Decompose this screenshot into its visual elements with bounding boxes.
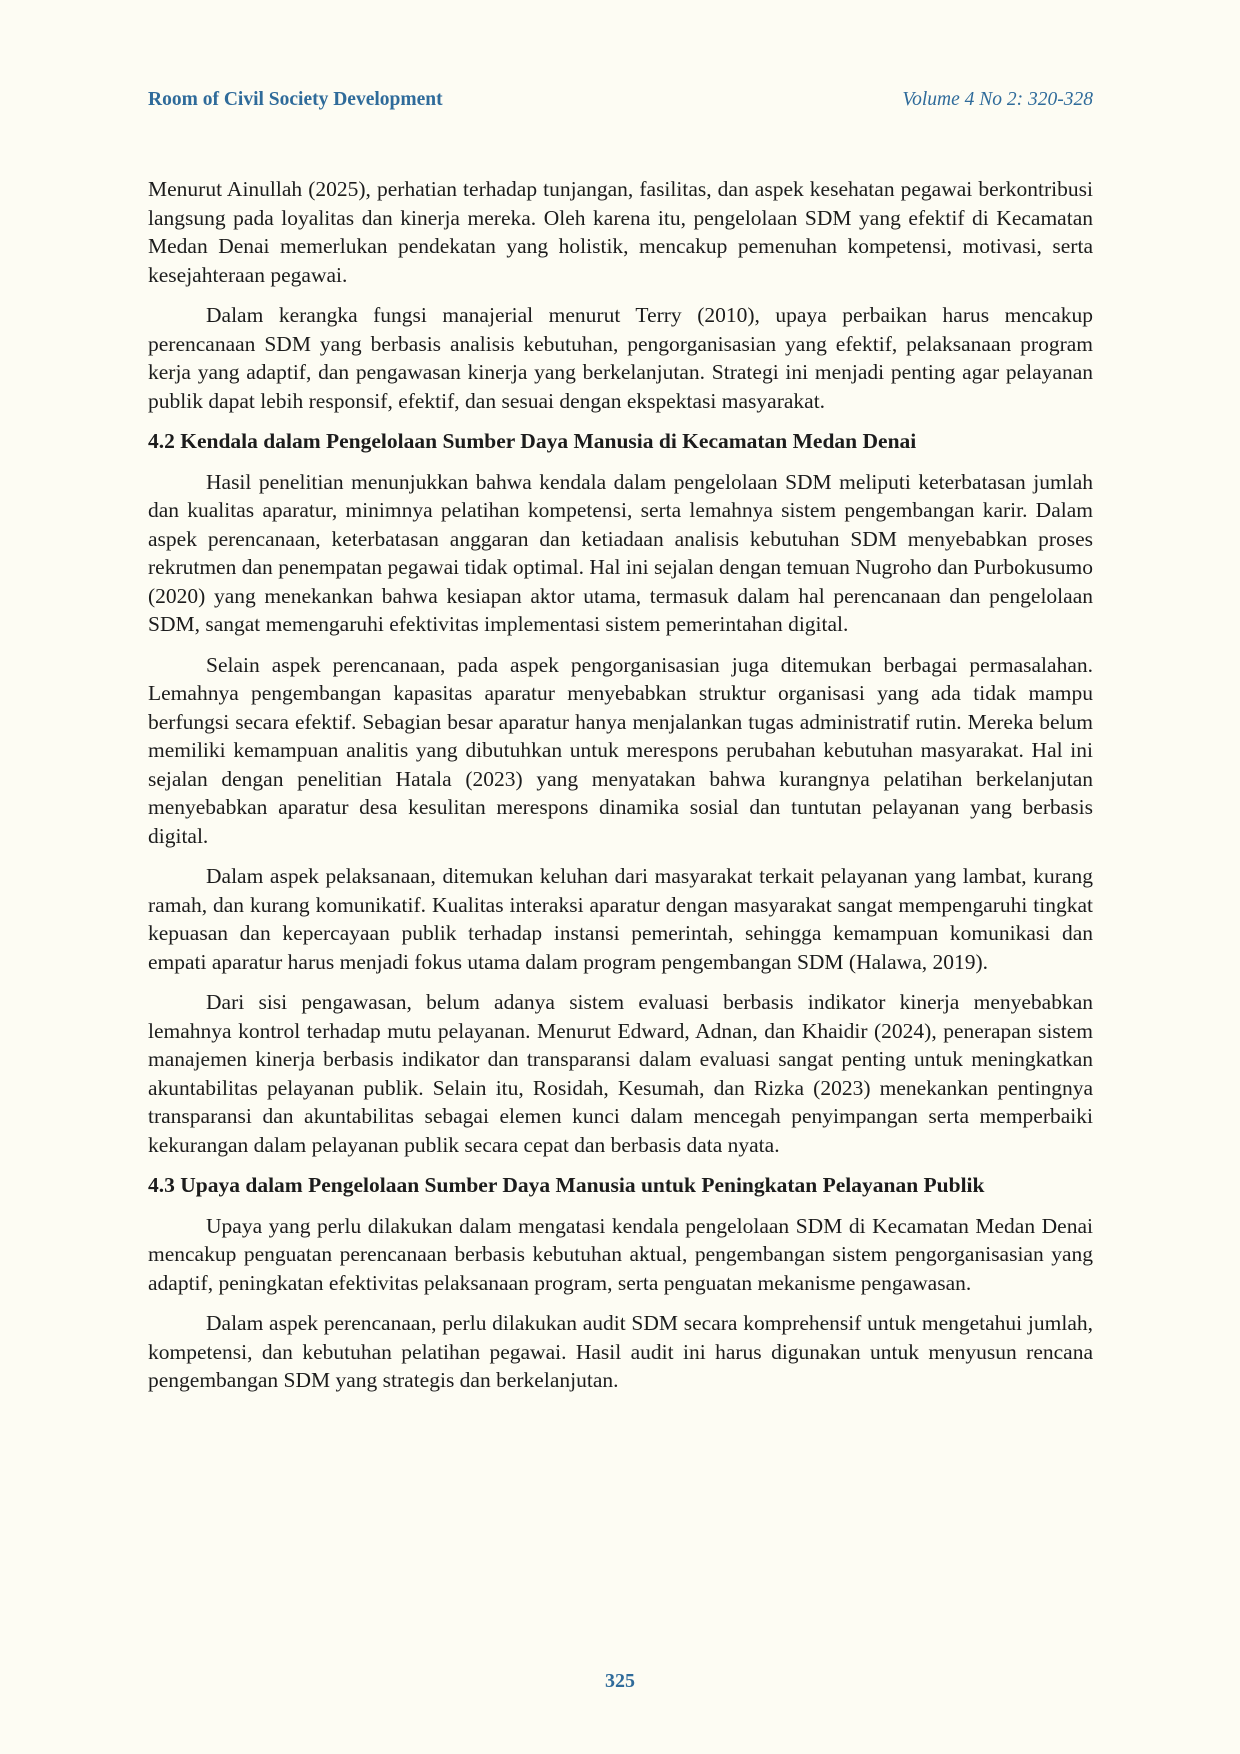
paragraph: Dalam kerangka fungsi manajerial menurut Terry (2010), upaya perbaikan harus mencakup perencanaan SDM yang berbasis analisis kebutuhan, pengorganisasian yang efektif, pelaksanaan program kerja yang adaptif, dan pengawasan kinerja yang berkelanjutan. Strategi ini menjadi penting agar pelayanan publik dapat lebih responsif, efektif, dan sesuai dengan ekspektasi masyarakat. — [148, 303, 1093, 413]
paragraph: Upaya yang perlu dilakukan dalam mengatasi kendala pengelolaan SDM di Kecamatan Medan Denai mencakup penguatan perencanaan berbasis kebutuhan aktual, pengembangan sistem pengorganisasian yang adaptif, peningkatan efektivitas pelaksanaan program, serta penguatan mekanisme pengawasan. — [148, 1213, 1093, 1295]
paragraph: Dalam aspek perencanaan, perlu dilakukan audit SDM secara komprehensif untuk mengetahui jumlah, kompetensi, dan kebutuhan pelatihan pegawai. Hasil audit ini harus digunakan untuk menyusun rencana pengembangan SDM yang strategis dan berkelanjutan. — [148, 1311, 1093, 1392]
section-heading-4-3: 4.3 Upaya dalam Pengelolaan Sumber Daya Manusia untuk Peningkatan Pelayanan Publik — [148, 1173, 985, 1197]
article-body — [148, 175, 1093, 1407]
paragraph: Menurut Ainullah (2025), perhatian terhadap tunjangan, fasilitas, dan aspek kesehatan pegawai berkontribusi langsung pada loyalitas dan kinerja mereka. Oleh karena itu, pengelolaan SDM yang efektif di Kecamatan Medan Denai memerlukan pendekatan yang holistik, mencakup pemenuhan kompetensi, motivasi, serta kesejahteraan pegawai. — [148, 177, 1093, 287]
paragraph: Dalam aspek pelaksanaan, ditemukan keluhan dari masyarakat terkait pelayanan yang lambat, kurang ramah, dan kurang komunikatif. Kualitas interaksi aparatur dengan masyarakat sangat mempengaruhi tingkat kepuasan dan kepercayaan publik terhadap instansi pemerintah, sehingga kemampuan komunikasi dan empati aparatur harus menjadi fokus utama dalam program pengembangan SDM (Halawa, 2019). — [148, 864, 1093, 974]
paragraph: Dari sisi pengawasan, belum adanya sistem evaluasi berbasis indikator kinerja menyebabkan lemahnya kontrol terhadap mutu pelayanan. Menurut Edward, Adnan, dan Khaidir (2024), penerapan sistem manajemen kinerja berbasis indikator dan transparansi dalam evaluasi sangat penting untuk meningkatkan akuntabilitas pelayanan publik. Selain itu, Rosidah, Kesumah, dan Rizka (2023) menekankan pentingnya transparansi dan akuntabilitas sebagai elemen kunci dalam mencegah penyimpangan serta memperbaiki kekurangan dalam pelayanan publik secara cepat dan berbasis data nyata. — [148, 990, 1093, 1157]
page-number: 325 — [605, 1670, 635, 1692]
volume-info: Volume 4 No 2: 320-328 — [902, 89, 1093, 110]
journal-title: Room of Civil Society Development — [148, 89, 443, 110]
running-header — [148, 89, 1093, 119]
paragraph: Hasil penelitian menunjukkan bahwa kendala dalam pengelolaan SDM meliputi keterbatasan jumlah dan kualitas aparatur, minimnya pelatihan kompetensi, serta lemahnya sistem pengembangan karir. Dalam aspek perencanaan, keterbatasan anggaran dan ketiadaan analisis kebutuhan SDM menyebabkan proses rekrutmen dan penempatan pegawai tidak optimal. Hal ini sejalan dengan temuan Nugroho dan Purbokusumo (2020) yang menekankan bahwa kesiapan aktor utama, termasuk dalam hal perencanaan dan pengelolaan SDM, sangat memengaruhi efektivitas implementasi sistem pemerintahan digital. — [148, 469, 1093, 636]
paragraph: Selain aspek perencanaan, pada aspek pengorganisasian juga ditemukan berbagai permasalahan. Lemahnya pengembangan kapasitas aparatur menyebabkan struktur organisasi yang ada tidak mampu berfungsi secara efektif. Sebagian besar aparatur hanya menjalankan tugas administratif rutin. Mereka belum memiliki kemampuan analitis yang dibutuhkan untuk merespons perubahan kebutuhan masyarakat. Hal ini sejalan dengan penelitian Hatala (2023) yang menyatakan bahwa kurangnya pelatihan berkelanjutan menyebabkan aparatur desa kesulitan merespons dinamika sosial dan tuntutan pelayanan yang berbasis digital. — [148, 652, 1093, 848]
section-heading-4-2: 4.2 Kendala dalam Pengelolaan Sumber Daya Manusia di Kecamatan Medan Denai — [148, 429, 917, 453]
